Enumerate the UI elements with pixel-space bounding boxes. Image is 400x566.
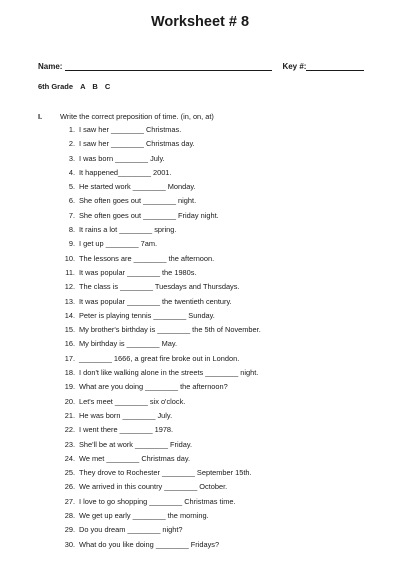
- item-sentence: She often goes out ________ Friday night.: [79, 210, 219, 220]
- item-sentence: What do you like doing ________ Fridays?: [79, 539, 220, 549]
- item-sentence: We arrived in this country ________ October.: [79, 482, 228, 492]
- item-number: 10.: [64, 253, 75, 263]
- item-number: 22.: [64, 425, 75, 435]
- grade-row: [38, 82, 110, 91]
- item-sentence: He started work ________ Monday.: [79, 182, 196, 192]
- key-blank-line: [306, 62, 364, 71]
- exercise-item: [60, 496, 378, 510]
- item-number: 15.: [64, 325, 75, 335]
- item-sentence: It happened________ 2001.: [79, 167, 172, 177]
- item-number: 1.: [68, 125, 75, 134]
- item-sentence: My brother's birthday is ________ the 5th of November.: [79, 325, 261, 335]
- exercise-item: [60, 524, 378, 538]
- section-number: I.: [38, 112, 43, 121]
- exercise-item: [60, 467, 378, 481]
- item-sentence: I love to go shopping ________ Christmas time.: [79, 496, 236, 506]
- exercise-item: [60, 195, 378, 209]
- item-number: 7.: [68, 210, 75, 220]
- exercise-item: [60, 439, 378, 453]
- item-sentence: The lessons are ________ the afternoon.: [79, 253, 215, 263]
- exercise-item: [60, 296, 378, 310]
- class-letter: C: [104, 82, 111, 91]
- key-label: Key #:: [282, 62, 307, 71]
- name-key-row: [38, 62, 380, 71]
- item-sentence: I get up ________ 7am.: [79, 239, 158, 249]
- item-number: 16.: [64, 339, 75, 349]
- item-sentence: It was popular ________ the twentieth century.: [79, 296, 232, 306]
- item-sentence: It rains a lot ________ spring.: [79, 225, 177, 235]
- item-number: 17.: [64, 353, 75, 363]
- item-number: 4.: [68, 167, 75, 177]
- exercise-item: [60, 153, 378, 167]
- item-number: 27.: [64, 496, 75, 506]
- item-number: 5.: [68, 182, 75, 192]
- item-number: 23.: [64, 439, 75, 449]
- item-number: 18.: [64, 368, 75, 378]
- item-number: 20.: [64, 396, 75, 406]
- section-heading: [38, 112, 378, 121]
- exercise-item: [60, 253, 378, 267]
- item-number: 29.: [64, 525, 75, 535]
- class-letter: B: [92, 82, 98, 91]
- item-number: 8.: [68, 225, 75, 235]
- item-sentence: ________ 1666, a great fire broke out in London.: [79, 353, 240, 363]
- item-number: 2.: [68, 139, 75, 149]
- item-sentence: What are you doing ________ the afternoon?: [79, 382, 228, 392]
- item-sentence: The class is ________ Tuesdays and Thursdays.: [79, 282, 240, 292]
- section-instruction: Write the correct preposition of time. (in, on, at): [60, 112, 214, 121]
- item-number: 28.: [64, 511, 75, 521]
- exercise-item: [60, 338, 378, 352]
- item-number: 26.: [64, 482, 75, 492]
- item-number: 14.: [64, 310, 75, 320]
- exercise-item: [60, 224, 378, 238]
- exercise-item: [60, 124, 378, 138]
- item-number: 19.: [64, 382, 75, 392]
- exercise-item: [60, 510, 378, 524]
- item-number: 21.: [64, 410, 75, 420]
- item-sentence: I was born ________ July.: [79, 153, 165, 163]
- item-sentence: It was popular ________ the 1980s.: [79, 267, 197, 277]
- class-letter: A: [80, 82, 86, 91]
- item-number: 6.: [68, 196, 75, 206]
- class-letters: [75, 82, 110, 91]
- item-number: 12.: [64, 282, 75, 292]
- exercise-item: [60, 410, 378, 424]
- item-number: 25.: [64, 468, 75, 478]
- exercise-item: [60, 481, 378, 495]
- item-sentence: We get up early ________ the morning.: [79, 511, 209, 521]
- item-sentence: I saw her ________ Christmas day.: [79, 139, 195, 149]
- exercise-item: [60, 138, 378, 152]
- item-number: 9.: [68, 239, 75, 249]
- exercise-item: [60, 453, 378, 467]
- item-sentence: I went there ________ 1978.: [79, 425, 174, 435]
- exercise-item: [60, 424, 378, 438]
- exercise-section: [38, 112, 378, 553]
- item-sentence: My birthday is ________ May.: [79, 339, 178, 349]
- item-sentence: They drove to Rochester ________ September 15th.: [79, 468, 252, 478]
- item-sentence: I saw her ________ Christmas.: [79, 125, 182, 134]
- exercise-item: [60, 267, 378, 281]
- exercise-item: [60, 210, 378, 224]
- exercise-item: [60, 238, 378, 252]
- item-sentence: She often goes out ________ night.: [79, 196, 197, 206]
- item-sentence: Let's meet ________ six o'clock.: [79, 396, 186, 406]
- name-blank-line: [65, 62, 272, 71]
- worksheet-title: Worksheet # 8: [150, 14, 250, 30]
- item-number: 3.: [68, 153, 75, 163]
- item-sentence: He was born ________ July.: [79, 410, 173, 420]
- item-sentence: Peter is playing tennis ________ Sunday.: [79, 310, 215, 320]
- exercise-item: [60, 310, 378, 324]
- item-number: 11.: [65, 267, 75, 277]
- exercise-item: [60, 324, 378, 338]
- item-sentence: Do you dream ________ night?: [79, 525, 183, 535]
- exercise-item: [60, 381, 378, 395]
- item-sentence: We met ________ Christmas day.: [79, 453, 191, 463]
- item-number: 24.: [64, 453, 75, 463]
- exercise-list: [60, 124, 378, 553]
- exercise-item: [60, 181, 378, 195]
- item-sentence: I don't like walking alone in the streets ________ night.: [79, 368, 259, 378]
- name-label: Name:: [38, 62, 63, 71]
- exercise-item: [60, 353, 378, 367]
- exercise-item: [60, 539, 378, 553]
- exercise-item: [60, 396, 378, 410]
- item-number: 13.: [64, 296, 75, 306]
- item-sentence: She'll be at work ________ Friday.: [79, 439, 193, 449]
- exercise-item: [60, 367, 378, 381]
- exercise-item: [60, 281, 378, 295]
- grade-label: 6th Grade: [38, 82, 74, 91]
- exercise-item: [60, 167, 378, 181]
- item-number: 30.: [64, 539, 75, 549]
